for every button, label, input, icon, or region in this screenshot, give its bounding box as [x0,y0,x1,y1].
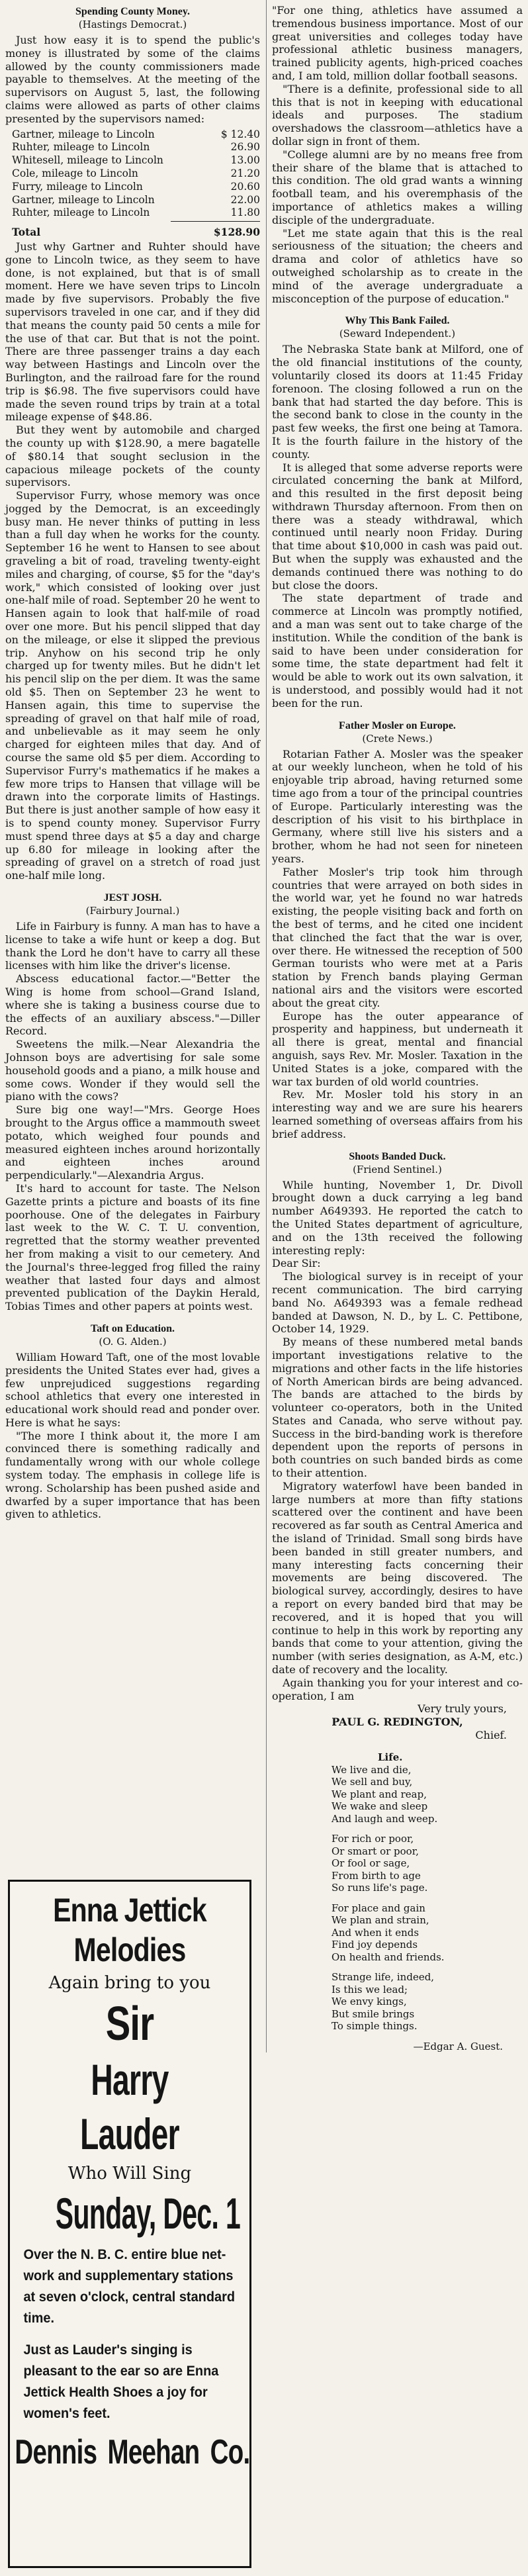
paragraph: It is alleged that some adverse reports were circulated concerning the bank at Milford, and this resulted in the first deposit being withdrawn Thursday afternoon. From then on there was a steady withdrawal, which continued until nearly noon Friday. During that time about $10,000 in cash was paid out. But when the supply was exhausted and the demands continued there was nothing to do but close the doors. [272,461,523,592]
source-line: (Seward Independent.) [339,328,456,340]
claim-amount: 11.80 [230,207,260,219]
paragraph: Abscess educational factor.—"Better the Wing is home from school—Grand Island, where she is taking a business course due to the effects of an auxiliary abscess."—Diller Record. [5,972,260,1038]
store-name-part: Meehan [107,2433,200,2471]
headline: Why This Bank Failed. [345,315,450,327]
headline: JEST JOSH. [103,892,162,903]
article-jest-josh [5,892,260,1313]
paragraph: Just how easy it is to spend the public's money is illustrated by some of the claims allowed by the county commissioners made payable to themselves. At the meeting of the supervisors on August 5, last, the following claims were allowed as parts of other claims presented by the supervisors named: [5,34,260,125]
paragraph: William Howard Taft, one of the most lovable presidents the United States ever had, gives a few unprejudiced suggestions regarding school athletics that every one interested in educational work should read and ponder over. Here is what he says: [5,1350,260,1429]
store-name-part: Co. [210,2433,250,2471]
claim-row [5,141,260,154]
claim-name: Gartner, mileage to Lincoln [12,128,155,140]
poem-stanza [331,1833,523,1894]
total-amount: $128.90 [213,226,260,239]
paragraph: The Nebraska State bank at Milford, one of the old financial institutions of the county, voluntarily closed its doors at 11:45 Friday forenoon. The closing followed a run on the bank that had started the day before. This is the second bank to close in the county in the past few weeks, the first one being at Tamora. It is the fourth failure in the history of the county. [272,343,523,461]
source-line: (Hastings Democrat.) [78,19,187,30]
poem-line: Or smart or poor, [331,1845,419,1857]
paragraph: Sure big one way!—"Mrs. George Hoes brought to the Argus office a mammouth sweet potato, which weighed four pounds and measured eighteen inches around horizontally and eighteen inches around perpendicularly."—Alexandria Argus. [5,1103,260,1182]
claim-name: Gartner, mileage to Lincoln [12,193,155,206]
paragraph: Father Mosler's trip took him through countries that were arrayed on both sides in the world war, yet he found no war hatreds existing, the people visiting back and forth on the best of terms, and he cited one incident that clinched the fact that the war is over, over there. He witnessed the reception of 500 German tourists who were met at a Paris station by French bands playing German national airs and the visitors were escorted about the great city. [272,865,523,1009]
paragraph: "For one thing, athletics have assumed a tremendous business importance. Most of our great universities and colleges today have professional athletic business managers, trained publicity agents, high-priced coaches and, I am told, million dollar football seasons. [272,4,523,82]
poem-line: On health and friends. [331,1951,445,1963]
claim-amount: 22.00 [230,193,260,206]
article-why-this-bank-failed [272,314,523,710]
poem-line: We envy kings, [331,1996,407,2008]
claim-row [5,207,260,220]
poem-title: Life. [378,1751,403,1764]
source-line: (Crete News.) [362,732,433,745]
paragraph: Europe has the outer appearance of prosperity and happiness, but underneath it all there is great, mental and financial anguish, says Rev. Mr. Mosler. Taxation in the United States is a joke, compared with the war tax burden of old world countries. [272,1009,523,1088]
claim-name: Ruhter, mileage to Lincoln [12,141,150,154]
ad-brand-line: Enna Jettick [53,1892,206,1929]
ad-melodies-line: Melodies [73,1931,186,1968]
source-line: (Fairbury Journal.) [85,905,180,917]
paragraph: "College alumni are by no means free from their share of the blame that is attached to this condition. The old grad wants a winning football team, and his overemphasis of the importance of athletics makes a willing disciple of the undergraduate. [272,148,523,226]
poem-line: And laugh and weep. [331,1812,438,1825]
claim-row [5,154,260,167]
claim-amount: 21.20 [230,167,260,179]
poem-line: We plant and reap, [331,1788,427,1800]
paragraph: "There is a definite, professional side to all this that is not in keeping with educational ideals and purposes. The stadium overshadows the classroom—athletics have a dollar sign in front of them. [272,82,523,148]
poem-author: —Edgar A. Guest. [413,2040,503,2052]
paragraph: Life in Fairbury is funny. A man has to have a license to take a wife hunt or keep a dog. But thank the Lord he don't have to carry all these licenses with him like the driver's license. [5,920,260,972]
left-column [0,0,265,2471]
poem-line: To simple things. [331,2020,418,2033]
claim-row [5,194,260,207]
paragraph: Sweetens the milk.—Near Alexandria the Johnson boys are advertising for sale some household goods and a piano, a milk house and some cows. Wonder if they would sell the piano with the cows? [5,1038,260,1103]
ad-slogan-text: Just as Lauder's singing is pleasant to the ear so are Enna Jettick Health Shoes a joy for women's feet. [23,2342,219,2421]
poem-line: Strange life, indeed, [331,1971,435,1984]
ad-performer-line: Harry Lauder [80,2055,179,2158]
claim-amount: 20.60 [230,180,260,193]
paragraph: Again thanking you for your interest and co-operation, I am [272,1676,523,1702]
letter-signer: PAUL G. REDINGTON, [331,1716,463,1729]
headline: Taft on Education. [91,1322,175,1334]
poem-line: We live and die, [331,1763,412,1776]
ad-subline: Again bring to you [48,1973,211,1993]
paragraph: Migratory waterfowl have been banded in large numbers at more than fifty stations scattered over the continent and have been recovered as far south as Central America and the island of Trinidad. Small song birds have been banded in still greater numbers, and many interesting facts concerning their movements are being discovered. The biological survey, accordingly, desires to have a report on every banded bird that may be recovered, and it is hoped that you will continue to help in this work by reporting any bands that come to your attention, giving the number (with series designation, as A-M, etc.) date of recovery and the locality. [272,1479,523,1677]
paragraph: But they went by automobile and charged the county up with $128.90, a mere bagatelle of $80.14 that sought seclusion in the capacious mileage pockets of the county supervisors. [5,424,260,489]
poem-line: We wake and sleep [331,1800,428,1813]
article-shoots-banded-duck [272,1150,523,1743]
poem-line: We plan and strain, [331,1914,429,1927]
headline: Spending County Money. [75,6,190,17]
article-spending-county-money [5,5,260,882]
paragraph: The state department of trade and commerce at Lincoln was promptly notified, and a man was sent out to take charge of the institution. While the condition of the bank is said to have been under consideration for some time, the state department had felt it would be able to work out its own salvation, it is understood, and possibly would had it not been for the run. [272,592,523,710]
total-label: Total [12,226,41,239]
claim-amount: $ 12.40 [220,128,260,140]
claims-table [5,128,260,239]
claim-name: Furry, mileage to Lincoln [12,180,143,193]
ad-subline: Who Will Sing [67,2164,192,2184]
article-father-mosler-on-europe [272,719,523,1141]
ad-date-line: Sunday, Dec. 1 [55,2189,241,2238]
poem-stanza [331,1764,523,1825]
paragraph: Supervisor Furry, whose memory was once jogged by the Democrat, is an exceedingly busy man. He never thinks of putting in less than a full day when he works for the county. September 16 he went to Hansen to see about graveling a bit of road, traveling twenty-eight miles and charging, of course, $5 for the "day's work," which consisted of looking over just one-half mile of road. September 20 he went to Hansen again to look that half-mile of road over one more. But his pencil slipped that day on the mileage, or else it slipped the previous trip. Anyhow on his second trip he only charged up for twenty miles. But he didn't let his pencil slip on the per diem. It was the same old $5. Then on September 23 he went to Hansen again, this time to supervise the spreading of gravel on that half mile of road, and unbelievable as it may seem he only charged for eighteen miles that day. And of course the same old $5 per diem. According to Supervisor Furry's mathematics if he makes a few more trips to Hansen that village will be drawn into the corporate limits of Hastings. But there is just another sample of how easy it is to spend county money. Supervisor Furry must spend three days at $5 a day and charge up 6.80 for mileage in looking after the spreading of gravel on a stretch of road just one-half mile long. [5,489,260,882]
source-line: (O. G. Alden.) [99,1335,167,1348]
paragraph: Just why Gartner and Ruhter should have gone to Lincoln twice, as they seem to have done, is not explained, but that is of small moment. Here we have seven trips to Lincoln made by five supervisors. Probably the five supervisors traveled in one car, and if they did that means the county paid 50 cents a mile for the use of that car. But that is not the point. There are three passenger trains a day each way between Hastings and Lincoln over the Burlington, and the railroad fare for the round trip is $6.98. The five supervisors could have made the seven round trips by train at a total mileage expense of $48.86. [5,240,260,424]
paragraph: The biological survey is in receipt of your recent communication. The bird carrying band No. A649393 was a female redhead banded at Dawson, N. D., by L. C. Pettibone, October 14, 1929. [272,1270,523,1336]
divider [171,221,260,222]
poem-line: For place and gain [331,1902,425,1914]
ad-broadcast-text: Over the N. B. C. entire blue net-work and supplementary stations at seven o'clock, central standard time. [23,2247,236,2326]
poem-stanza [331,1902,523,1964]
poem-line: Or fool or sage, [331,1857,410,1870]
source-line: (Friend Sentinel.) [353,1163,442,1175]
ad-sir-line: Sir [105,1998,154,2050]
poem-line: From birth to age [331,1869,421,1882]
poem-line: And when it ends [331,1926,419,1939]
total-row [5,226,260,239]
headline: Shoots Banded Duck. [349,1150,446,1162]
article-taft-on-education [5,1322,260,1521]
enna-jettick-advertisement [8,1880,251,2568]
claim-row [5,181,260,194]
article-taft-continued [272,4,523,305]
letter-signer-title: Chief. [475,1729,507,1742]
store-name-part: Dennis [15,2433,97,2471]
claim-amount: 26.90 [230,141,260,154]
ad-store-name [10,2431,250,2473]
poem-line: So runs life's page. [331,1882,428,1894]
poem-line: We sell and buy, [331,1776,413,1788]
letter-closing: Very truly yours, [418,1702,507,1716]
paragraph: It's hard to account for taste. The Nelson Gazette prints a picture and boasts of its fine poorhouse. One of the delegates in Fairbury last week to the W. C. T. U. convention, regretted that the stormy weather prevented her from making a visit to our cemetery. And the Journal's three-legged frog filled the rainy weather that lasted four days and almost prevented publication of the Daykin Herald, Tobias Times and other papers at points west. [5,1181,260,1313]
headline: Father Mosler on Europe. [339,719,456,731]
poem-line: But smile brings [331,2007,415,2020]
paragraph: Rev. Mr. Mosler told his story in an interesting way and we are sure his hearers learned something of overseas affairs from his brief address. [272,1088,523,1140]
salutation: Dear Sir: [272,1257,321,1270]
poem-line: Find joy depends [331,1939,418,1951]
claim-row [5,167,260,181]
paragraph: By means of these numbered metal bands important investigations relative to the migrations and other facts in the life histories of North American birds are being advanced. The bands are attached to the birds by volunteer co-operators, both in the United States and Canada, who serve without pay. Success in the bird-banding work is therefore dependent upon the reports of persons in both countries on such banded birds as come to their attention. [272,1336,523,1480]
poem-life [331,1751,523,2052]
paragraph: "Let me state again that this is the real seriousness of the situation; the cheers and drama and color of athletics have so outweighed scholarship as to create in the mind of the average undergraduate a misconception of the purpose of education." [272,226,523,305]
claim-name: Whitesell, mileage to Lincoln [12,154,163,167]
poem-stanza [331,1971,523,2033]
paragraph: While hunting, November 1, Dr. Divoll brought down a duck carrying a leg band number A649393. He reported the catch to the United States department of agriculture, and on the 13th received the following interesting reply: [272,1178,523,1257]
claim-name: Cole, mileage to Lincoln [12,167,138,179]
claim-row [5,128,260,142]
right-column [266,0,528,2052]
claim-amount: 13.00 [230,154,260,167]
paragraph: Rotarian Father A. Mosler was the speaker at our weekly luncheon, when he told of his enjoyable trip abroad, having returned some time ago from a tour of the principal countries of Europe. Particularly interesting was the description of his visit to his birthplace in Germany, where still live his sisters and a brother, whom he had not seen for nineteen years. [272,747,523,866]
poem-line: Is this we lead; [331,1983,408,1996]
claim-name: Ruhter, mileage to Lincoln [12,207,150,219]
paragraph: "The more I think about it, the more I am convinced there is something radically and fundamentally wrong with our whole college system today. The emphasis in college life is wrong. Scholarship has been pushed aside and dwarfed by a super importance that has been given to athletics. [5,1429,260,1521]
poem-line: For rich or poor, [331,1833,414,1845]
